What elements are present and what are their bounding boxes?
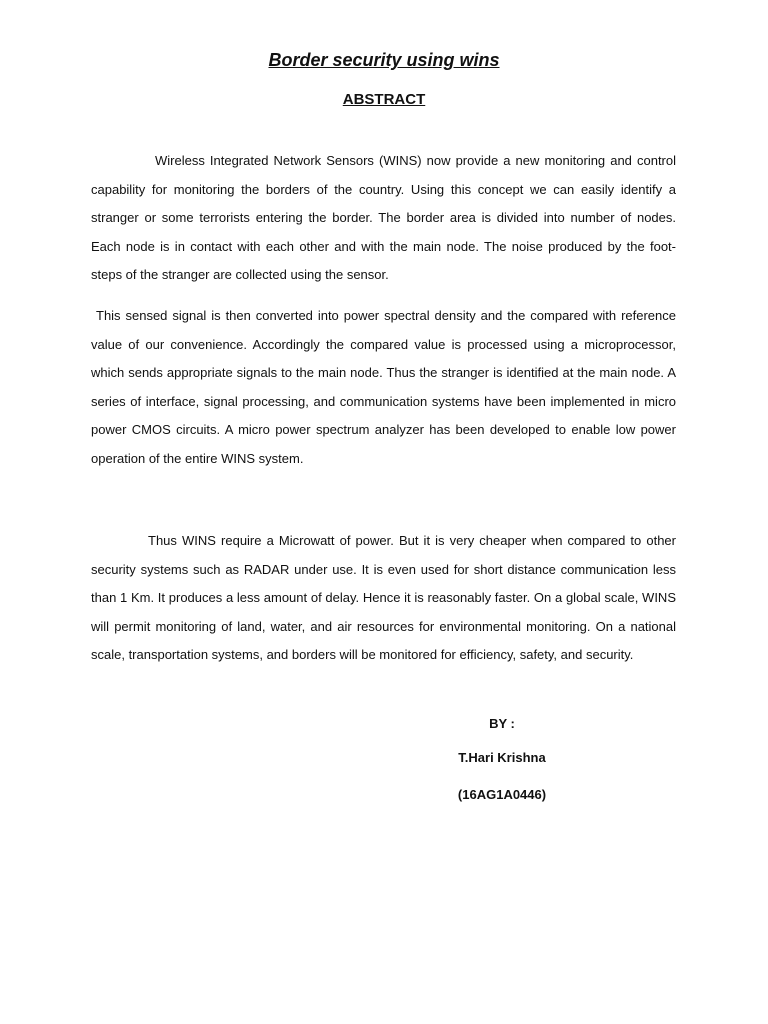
abstract-paragraph-2: This sensed signal is then converted into power spectral density and the compared with reference value of our convenience. Accordingly the compared value is processed using a microprocessor, which sends appropriate signals to the main node. Thus the stranger is identified at the main node. A series of interface, signal processing, and communication systems have been implemented in micro power CMOS circuits. A micro power spectrum analyzer has been developed to enable low power operation of the entire WINS system. [91,308,676,466]
abstract-paragraph-3: Thus WINS require a Microwatt of power. But it is very cheaper when compared to other security systems such as RADAR under use. It is even used for short distance communication less than 1 Km. It produces a less amount of delay. Hence it is reasonably faster. On a global scale, WINS will permit monitoring of land, water, and air resources for environmental monitoring. On a national scale, transportation systems, and borders will be monitored for efficiency, safety, and security. [91,533,676,663]
roll-number: (16AG1A0446) [457,787,547,802]
document-title: Border security using wins [268,50,500,70]
abstract-heading: ABSTRACT [342,91,426,108]
by-label: BY : [489,716,515,731]
abstract-paragraph-1: Wireless Integrated Network Sensors (WINS) now provide a new monitoring and control capability for monitoring the borders of the country. Using this concept we can easily identify a stranger or some terrorists entering the border. The border area is divided into number of nodes. Each node is in contact with each other and with the main node. The noise produced by the foot-steps of the stranger are collected using the sensor. [91,153,676,283]
author-name: T.Hari Krishna [458,750,546,765]
